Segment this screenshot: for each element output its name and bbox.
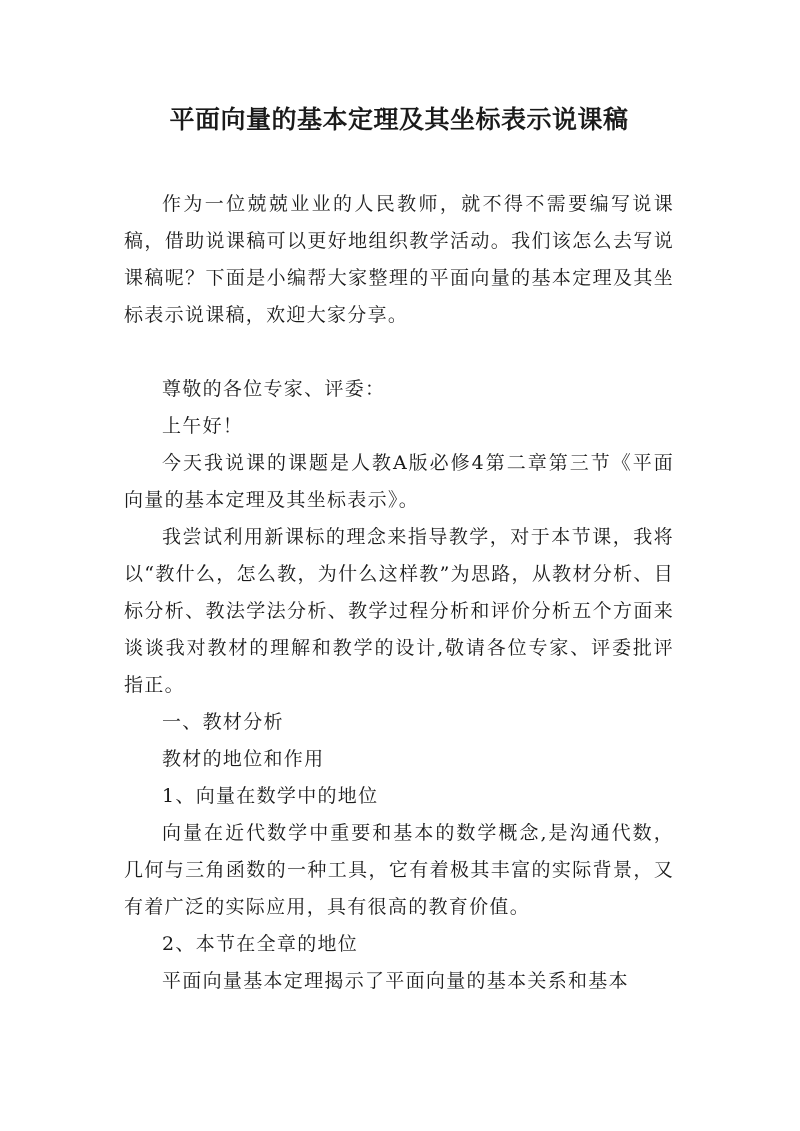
topic-paragraph: 今天我说课的课题是人教A版必修4第二章第三节《平面向量的基本定理及其坐标表示》。 bbox=[124, 452, 674, 511]
salutation: 尊敬的各位专家、评委： bbox=[162, 378, 386, 400]
point-heading-2: 2、本节在全章的地位 bbox=[162, 933, 359, 955]
greeting: 上午好！ bbox=[162, 415, 244, 437]
point-paragraph-1: 向量在近代数学中重要和基本的数学概念,是沟通代数，几何与三角函数的一种工具，它有着极其丰富的实际背景，又有着广泛的实际应用，具有很高的教育价值。 bbox=[124, 822, 674, 918]
point-heading-1: 1、向量在数学中的地位 bbox=[162, 785, 379, 807]
intro-paragraph: 作为一位兢兢业业的人民教师，就不得不需要编写说课稿，借助说课稿可以更好地组织教学活动。我们该怎么去写说课稿呢？下面是小编帮大家整理的平面向量的基本定理及其坐标表示说课稿，欢迎大家分享。 bbox=[124, 193, 674, 326]
document-title: 平面向量的基本定理及其坐标表示说课稿 bbox=[169, 105, 629, 134]
approach-paragraph: 我尝试利用新课标的理念来指导教学，对于本节课，我将以“教什么，怎么教，为什么这样教”为思路，从教材分析、目标分析、教法学法分析、教学过程分析和评价分析五个方面来谈谈我对教材的理解和教学的设计,敬请各位专家、评委批评指正。 bbox=[124, 526, 674, 696]
paragraph-gap bbox=[124, 334, 674, 371]
point-paragraph-2: 平面向量基本定理揭示了平面向量的基本关系和基本 bbox=[162, 970, 629, 992]
document-body bbox=[124, 186, 674, 1000]
subsection-heading: 教材的地位和作用 bbox=[162, 748, 325, 770]
section-heading: 一、教材分析 bbox=[162, 711, 284, 733]
